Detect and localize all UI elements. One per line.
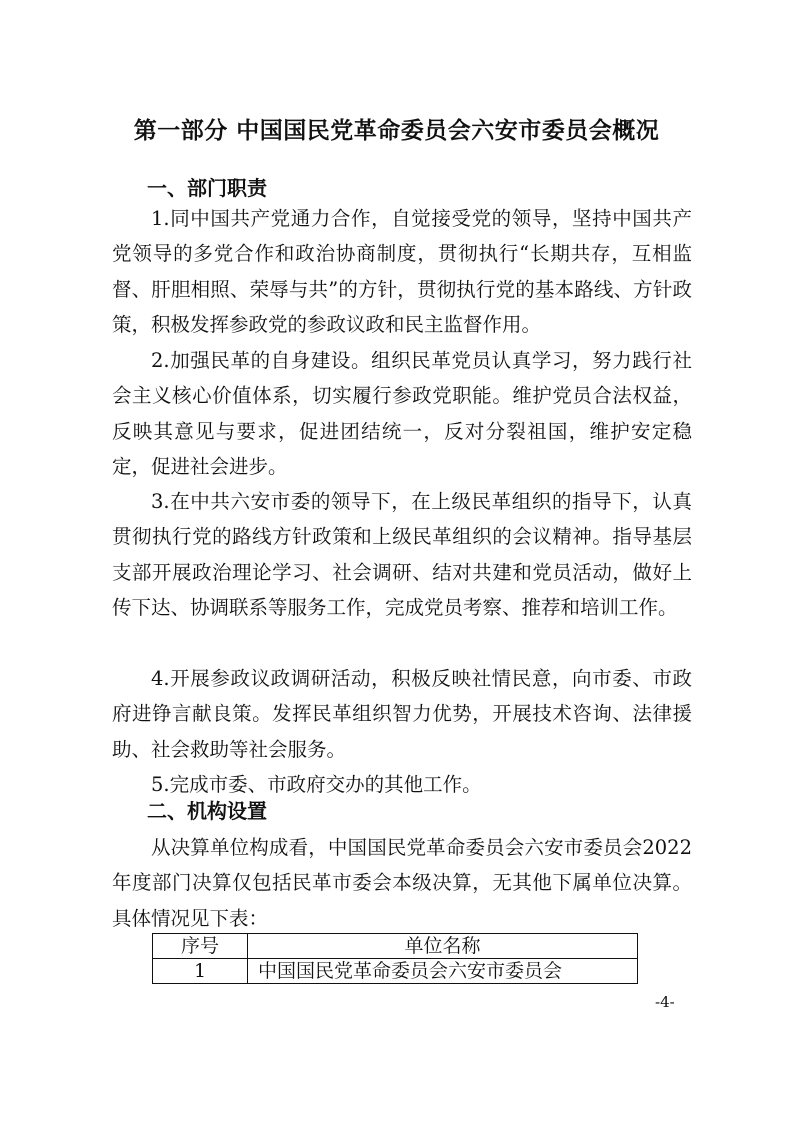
table-cell-unit-name: 中国国民党革命委员会六安市委员会 <box>248 959 638 984</box>
page-number: -4- <box>655 993 675 1011</box>
section-heading-responsibilities: 一、部门职责 <box>147 176 267 200</box>
page-title: 第一部分 中国国民党革命委员会六安市委员会概况 <box>133 117 660 144</box>
table-header-unit-name: 单位名称 <box>248 934 638 959</box>
section-heading-organization: 二、机构设置 <box>147 799 267 823</box>
unit-table <box>152 933 638 984</box>
responsibility-paragraph-5: 5.完成市委、市政府交办的其他工作。 <box>151 773 482 796</box>
responsibility-paragraph-3: 3.在中共六安市委的领导下，在上级民革组织的指导下，认真贯彻执行党的路线方针政策和上级民革组织的会议精神。指导基层支部开展政治理论学习、社会调研、结对共建和党员活动，做好上传下达、协调联系等服务工作，完成党员考察、推荐和培训工作。 <box>112 490 692 620</box>
responsibility-paragraph-1: 1.同中国共产党通力合作，自觉接受党的领导，坚持中国共产党领导的多党合作和政治协商制度，贯彻执行“长期共存，互相监督、肝胆相照、荣辱与共”的方针，贯彻执行党的基本路线、方针政策，积极发挥参政党的参政议政和民主监督作用。 <box>112 207 692 337</box>
responsibility-paragraph-4: 4.开展参政议政调研活动，积极反映社情民意，向市委、市政府进铮言献良策。发挥民革组织智力优势，开展技术咨询、法律援助、社会救助等社会服务。 <box>112 667 692 761</box>
organization-paragraph: 从决算单位构成看，中国国民党革命委员会六安市委员会2022 年度部门决算仅包括民革市委会本级决算，无其他下属单位决算。具体情况见下表： <box>112 836 692 930</box>
table-header-row <box>153 934 638 959</box>
responsibility-paragraph-2: 2.加强民革的自身建设。组织民革党员认真学习，努力践行社会主义核心价值体系，切实履行参政党职能。维护党员合法权益，反映其意见与要求，促进团结统一，反对分裂祖国，维护安定稳定，促进社会进步。 <box>112 349 692 479</box>
table-cell-index: 1 <box>153 959 248 984</box>
table-row <box>153 959 638 984</box>
table-header-index: 序号 <box>153 934 248 959</box>
